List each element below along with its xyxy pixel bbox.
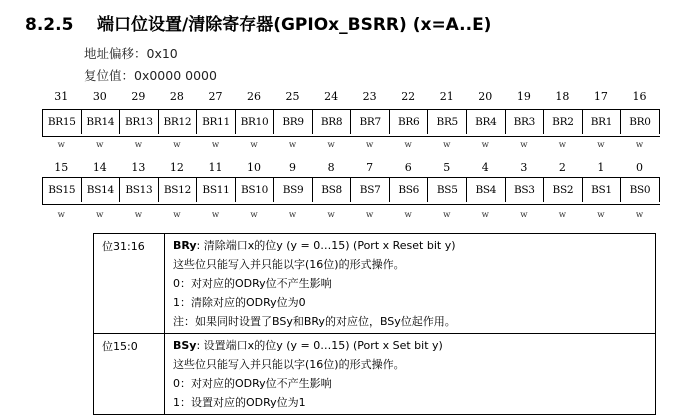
bit-number: 1 [597,161,605,174]
register-field: BS12 [159,178,198,202]
access-type: w [597,210,605,220]
bit-number: 25 [285,90,300,103]
access-type: w [96,140,104,150]
description-summary [173,336,649,355]
access-type: w [520,140,528,150]
bit-number: 21 [439,90,454,103]
description-row-bs [94,334,656,415]
access-type: w [327,140,335,150]
bit-number: 17 [593,90,608,103]
access-type: w [635,210,644,220]
bit-number: 22 [401,90,416,103]
field-summary: : 清除端口x的位y (y = 0…15) (Port x Reset bit y) [196,239,456,252]
lower-access-types [42,210,659,220]
access-type: w [558,140,567,150]
register-field: BR15 [43,110,82,134]
upper-register-fields [42,109,660,137]
register-field: BR4 [467,110,506,134]
description-note: 注：如果同时设置了BSy和BRy的对应位，BSy位起作用。 [173,315,456,328]
register-field: BS4 [467,178,506,202]
bit-number: 9 [289,161,297,174]
access-type: w [481,210,489,220]
description-line: 0：对对应的ODRy位不产生影响 [173,377,332,390]
register-field: BR14 [82,110,121,134]
bit-number: 2 [558,161,566,174]
access-type: w [250,140,258,150]
description-line: 这些位只能写入并只能以字(16位)的形式操作。 [173,358,405,371]
bit-number: 3 [520,161,528,174]
access-type: w [96,210,104,220]
register-field: BR0 [621,110,660,134]
access-type: w [481,140,489,150]
section-heading [25,10,491,35]
bit-number: 28 [169,90,184,103]
bit-description [165,234,656,334]
register-field: BR3 [506,110,545,134]
register-field: BS14 [82,178,121,202]
register-field: BR5 [428,110,467,134]
bit-number: 5 [443,161,451,174]
access-type: w [134,210,142,220]
description-line: 1：设置对应的ODRy位为1 [173,396,306,409]
bit-range: 位31:16 [94,234,165,334]
bit-number: 7 [366,161,374,174]
register-field: BS10 [236,178,275,202]
field-summary: : 设置端口x的位y (y = 0…15) (Port x Set bit y) [196,339,443,352]
register-field: BS1 [583,178,622,202]
description-line: 1：清除对应的ODRy位为0 [173,296,306,309]
upper-access-types [42,140,659,150]
register-field: BR12 [159,110,198,134]
access-type: w [250,210,258,220]
bit-number: 27 [208,90,223,103]
bit-number: 16 [632,90,647,103]
lower-bit-numbers [42,161,659,174]
register-field: BR1 [583,110,622,134]
section-number: 8.2.5 [25,15,74,35]
access-type: w [635,140,644,150]
address-offset: 地址偏移：0x10 [84,46,178,61]
access-type: w [288,140,297,150]
bit-number: 31 [54,90,69,103]
register-field: BR11 [197,110,236,134]
bit-number: 15 [54,161,69,174]
bit-number: 26 [247,90,261,103]
bit-number: 24 [324,90,339,103]
register-field: BS2 [544,178,583,202]
register-field: BR10 [236,110,275,134]
access-type: w [443,210,451,220]
bit-description-table [93,233,656,415]
access-type: w [366,140,374,150]
access-type: w [288,210,297,220]
access-type: w [57,210,65,220]
access-type: w [211,140,220,150]
register-field: BS0 [621,178,660,202]
description-line: 这些位只能写入并只能以字(16位)的形式操作。 [173,258,405,271]
register-field: BR8 [313,110,352,134]
register-field: BS13 [120,178,159,202]
access-type: w [57,140,65,150]
field-name: BRy [173,239,197,252]
bit-description [165,334,656,415]
access-type: w [558,210,567,220]
bit-number: 4 [481,161,489,174]
description-summary [173,236,649,255]
access-type: w [327,210,335,220]
access-type: w [404,210,412,220]
access-type: w [443,140,451,150]
bit-number: 23 [362,90,377,103]
register-field: BR2 [544,110,583,134]
bit-range: 位15:0 [94,334,165,415]
register-field: BR7 [351,110,390,134]
section-title: 端口位设置/清除寄存器(GPIOx_BSRR) (x=A..E) [97,15,492,35]
register-field: BS5 [428,178,467,202]
bit-number: 14 [92,161,107,174]
access-type: w [520,210,528,220]
register-field: BS8 [313,178,352,202]
lower-register-fields [42,177,660,205]
access-type: w [173,140,181,150]
register-field: BS9 [274,178,313,202]
access-type: w [134,140,142,150]
bit-number: 0 [635,161,643,174]
register-field: BR6 [390,110,429,134]
bit-number: 18 [555,90,570,103]
bit-number: 8 [327,161,335,174]
register-field: BS3 [506,178,545,202]
reset-value: 复位值：0x0000 0000 [84,68,217,83]
bit-number: 30 [92,90,107,103]
field-name: BSy [173,339,197,352]
access-type: w [173,210,181,220]
description-row-br [94,234,656,334]
register-field: BR9 [274,110,313,134]
register-field: BS7 [351,178,390,202]
bit-number: 11 [208,161,223,174]
register-field: BR13 [120,110,159,134]
bit-number: 13 [131,161,146,174]
access-type: w [366,210,374,220]
bit-number: 20 [478,90,493,103]
bit-number: 19 [516,90,531,103]
bit-number: 12 [169,161,184,174]
access-type: w [404,140,412,150]
description-line: 0：对对应的ODRy位不产生影响 [173,277,332,290]
register-field: BS11 [197,178,236,202]
access-type: w [597,140,605,150]
register-field: BS6 [390,178,429,202]
bit-number: 29 [131,90,146,103]
access-type: w [211,210,220,220]
upper-bit-numbers [42,90,659,103]
bit-number: 6 [404,161,412,174]
bit-number: 10 [247,161,261,174]
register-field: BS15 [43,178,82,202]
